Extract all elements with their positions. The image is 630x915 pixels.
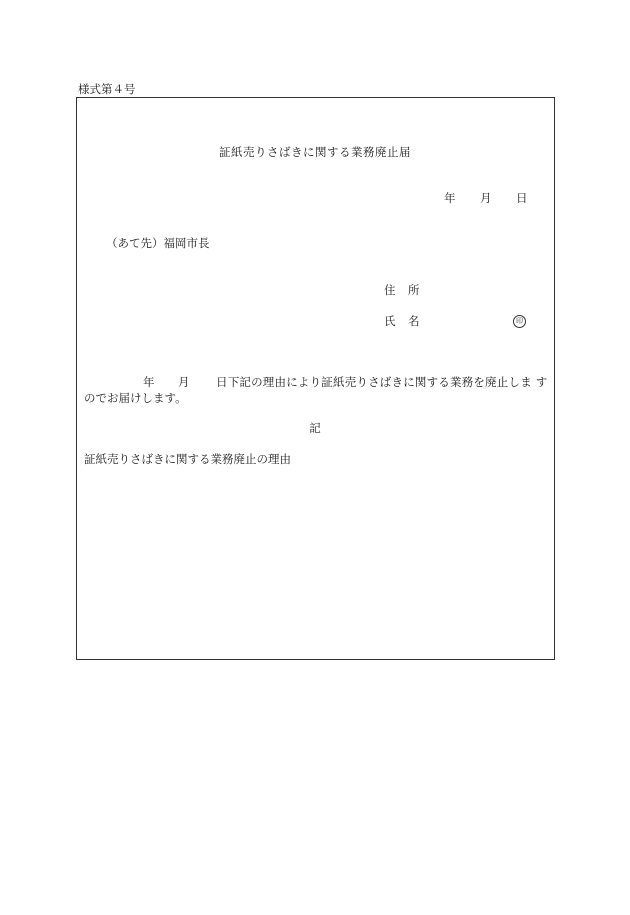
reason-label: 証紙売りさばきに関する業務廃止の理由	[84, 452, 291, 466]
form-number: 様式第４号	[78, 82, 136, 96]
body-year-label: 年	[143, 375, 155, 389]
note-heading: 記	[309, 421, 321, 435]
addressee: （あて先）福岡市長	[106, 236, 210, 250]
address-label-second: 所	[408, 283, 420, 297]
date-year-label: 年	[444, 191, 456, 205]
body-month-label: 月	[178, 375, 190, 389]
name-label-first: 氏	[384, 314, 396, 328]
name-label-second: 名	[408, 314, 420, 328]
document-title: 証紙売りさばきに関する業務廃止届	[219, 145, 411, 159]
date-month-label: 月	[480, 191, 492, 205]
body-text-line-1: 日下記の理由により証紙売りさばきに関する業務を廃止しま す	[216, 375, 548, 389]
seal-icon: 印	[513, 315, 526, 328]
address-label-first: 住	[384, 283, 396, 297]
date-day-label: 日	[516, 191, 528, 205]
body-text-line-2: のでお届けします。	[84, 391, 187, 405]
